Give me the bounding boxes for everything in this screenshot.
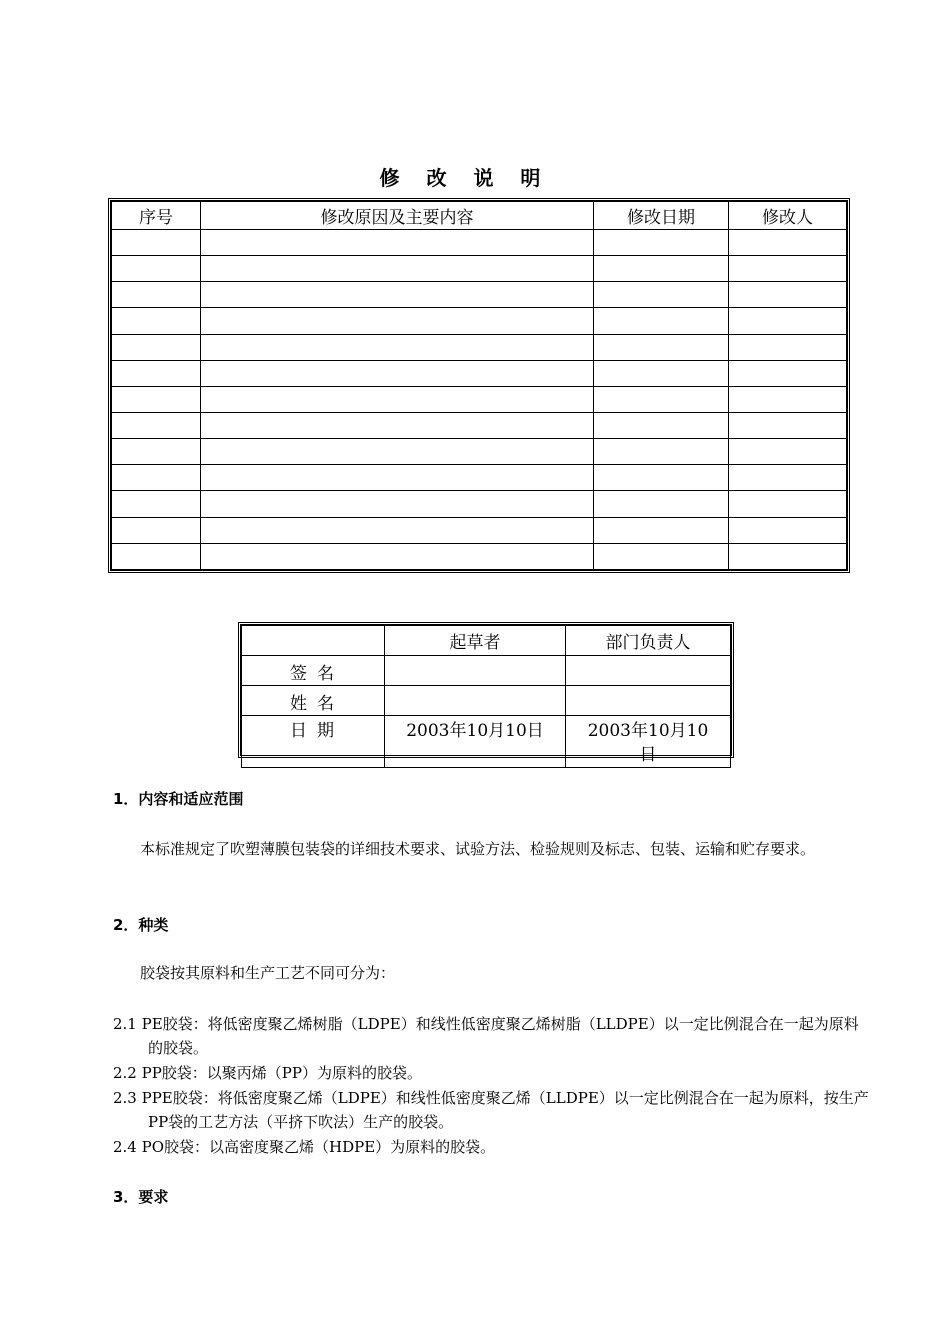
sign-drafter-cell <box>385 656 566 686</box>
revision-cell-reviser <box>729 543 847 569</box>
sign-dept-head-cell <box>566 656 731 686</box>
signature-row-date <box>242 716 731 768</box>
section-1-heading: 1．内容和适应范围 <box>113 790 244 808</box>
revision-cell-date <box>594 412 729 438</box>
revision-cell-date <box>594 256 729 282</box>
revision-cell-number <box>112 282 201 308</box>
revision-cell-reviser <box>729 412 847 438</box>
revision-cell-reason <box>201 491 594 517</box>
table-row <box>112 230 847 256</box>
revision-cell-reason <box>201 386 594 412</box>
revision-cell-number <box>112 491 201 517</box>
table-row <box>112 412 847 438</box>
section-2-heading: 2．种类 <box>113 916 169 934</box>
revision-cell-date <box>594 517 729 543</box>
table-row <box>112 334 847 360</box>
revision-cell-reviser <box>729 282 847 308</box>
revision-cell-number <box>112 256 201 282</box>
section-2-intro: 胶袋按其原料和生产工艺不同可分为： <box>140 964 396 982</box>
revision-cell-number <box>112 334 201 360</box>
table-row <box>112 439 847 465</box>
table-row <box>112 386 847 412</box>
row-label-date: 日期 <box>242 716 385 768</box>
revision-cell-date <box>594 360 729 386</box>
date-drafter-cell: 2003年10月10日 <box>385 716 566 768</box>
list-item-2-1: 2.1 PE胶袋：将低密度聚乙烯树脂（LDPE）和线性低密度聚乙烯树脂（LLDPE）以一定比例混合在一起为原料的胶袋。 <box>113 1015 859 1057</box>
revision-cell-reason <box>201 308 594 334</box>
revision-cell-reviser <box>729 386 847 412</box>
revision-cell-number <box>112 465 201 491</box>
table-row <box>112 491 847 517</box>
signature-row-sign <box>242 656 731 686</box>
revision-cell-reviser <box>729 439 847 465</box>
revision-cell-reason <box>201 543 594 569</box>
list-item-2-3: 2.3 PPE胶袋：将低密度聚乙烯（LDPE）和线性低密度聚乙烯（LLDPE）以一定比例混合在一起为原料，按生产PP袋的工艺方法（平挤下吹法）生产的胶袋。 <box>113 1089 869 1131</box>
revision-cell-date <box>594 230 729 256</box>
document-title: 修 改 说 明 <box>379 166 551 190</box>
table-row <box>112 360 847 386</box>
signature-header-row <box>242 626 731 656</box>
revision-cell-reason <box>201 282 594 308</box>
revision-cell-date <box>594 465 729 491</box>
revision-cell-number <box>112 517 201 543</box>
revision-cell-number <box>112 439 201 465</box>
revision-cell-number <box>112 412 201 438</box>
revision-cell-reviser <box>729 256 847 282</box>
revision-cell-date <box>594 308 729 334</box>
table-row <box>112 282 847 308</box>
revision-cell-reviser <box>729 360 847 386</box>
revision-cell-number <box>112 543 201 569</box>
section-1-body: 本标准规定了吹塑薄膜包装袋的详细技术要求、试验方法、检验规则及标志、包装、运输和贮存要求。 <box>140 840 816 858</box>
signature-row-name <box>242 686 731 716</box>
revision-cell-date <box>594 543 729 569</box>
revision-cell-date <box>594 334 729 360</box>
revision-header-row <box>112 202 847 230</box>
revision-cell-reviser <box>729 308 847 334</box>
table-row <box>112 465 847 491</box>
revision-cell-date <box>594 491 729 517</box>
revision-cell-date <box>594 282 729 308</box>
revision-cell-reason <box>201 517 594 543</box>
col-header-date: 修改日期 <box>594 202 729 230</box>
row-label-name: 姓名 <box>242 686 385 716</box>
row-label-sign: 签名 <box>242 656 385 686</box>
table-row <box>112 308 847 334</box>
revision-table <box>108 198 850 573</box>
table-row <box>112 256 847 282</box>
revision-cell-number <box>112 308 201 334</box>
signature-header-blank <box>242 626 385 656</box>
table-row <box>112 543 847 569</box>
signature-header-drafter: 起草者 <box>385 626 566 656</box>
revision-cell-reason <box>201 230 594 256</box>
section-3-heading: 3．要求 <box>113 1188 169 1206</box>
revision-cell-number <box>112 230 201 256</box>
signature-table <box>238 622 734 765</box>
col-header-number: 序号 <box>112 202 201 230</box>
list-item-2-2: 2.2 PP胶袋：以聚丙烯（PP）为原料的胶袋。 <box>113 1064 422 1082</box>
revision-cell-reviser <box>729 465 847 491</box>
revision-cell-reason <box>201 412 594 438</box>
revision-cell-reason <box>201 256 594 282</box>
revision-cell-reviser <box>729 334 847 360</box>
revision-cell-reason <box>201 334 594 360</box>
revision-cell-reviser <box>729 517 847 543</box>
revision-cell-reviser <box>729 230 847 256</box>
name-dept-head-cell <box>566 686 731 716</box>
revision-cell-reviser <box>729 491 847 517</box>
date-dept-head-cell: 2003年10月10日 <box>566 716 731 768</box>
revision-cell-reason <box>201 465 594 491</box>
name-drafter-cell <box>385 686 566 716</box>
signature-header-dept-head: 部门负责人 <box>566 626 731 656</box>
revision-cell-reason <box>201 360 594 386</box>
revision-cell-date <box>594 439 729 465</box>
col-header-reviser: 修改人 <box>729 202 847 230</box>
revision-cell-reason <box>201 439 594 465</box>
revision-cell-number <box>112 386 201 412</box>
col-header-reason: 修改原因及主要内容 <box>201 202 594 230</box>
revision-cell-date <box>594 386 729 412</box>
list-item-2-4: 2.4 PO胶袋：以高密度聚乙烯（HDPE）为原料的胶袋。 <box>113 1138 496 1156</box>
revision-cell-number <box>112 360 201 386</box>
table-row <box>112 517 847 543</box>
